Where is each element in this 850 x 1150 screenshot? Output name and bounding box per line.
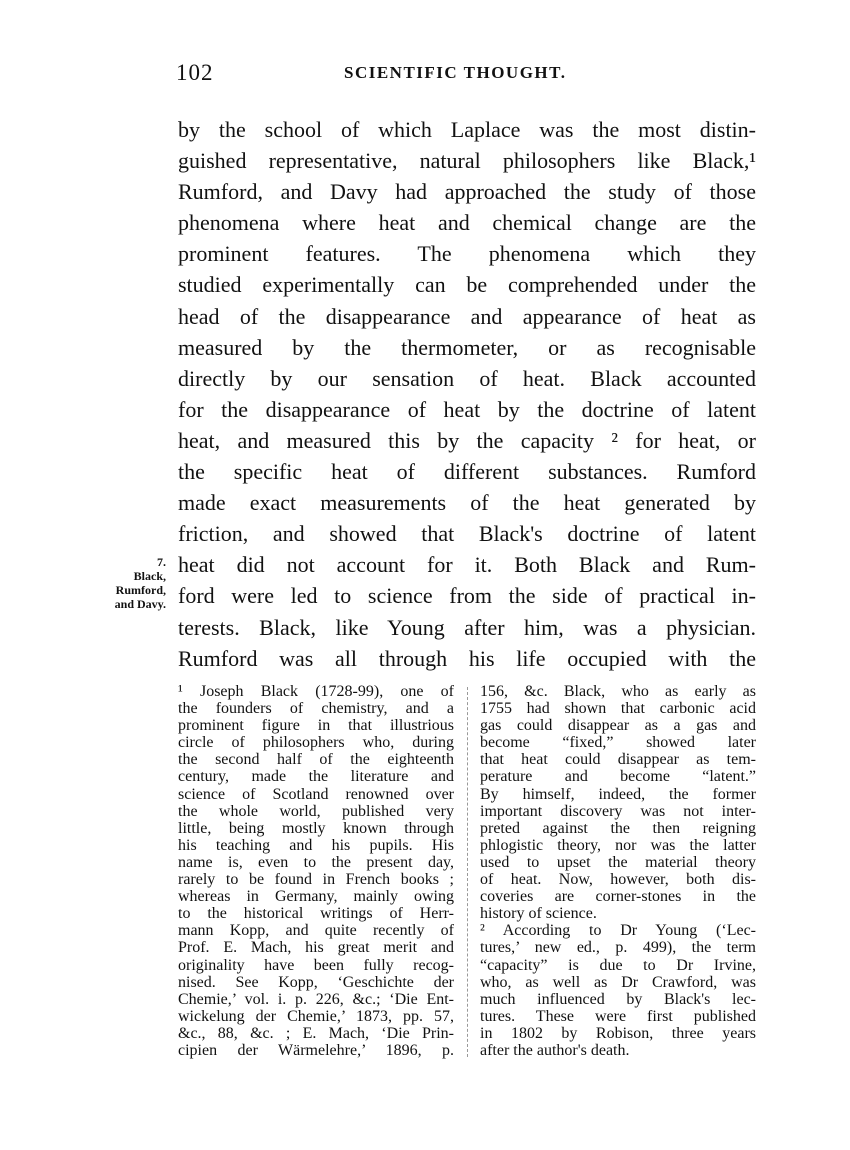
body-line: ford were led to science from the side of practical in- bbox=[178, 583, 756, 609]
footnote-line: preted against the then reigning bbox=[480, 819, 756, 837]
footnote-column-left bbox=[178, 683, 454, 1059]
page-header bbox=[176, 60, 756, 90]
footnote-line: little, being mostly known through bbox=[178, 819, 454, 837]
footnote-line: become “fixed,” showed later bbox=[480, 734, 756, 752]
body-line: directly by our sensation of heat. Black accounted bbox=[178, 365, 756, 391]
sidenote-line: Rumford, bbox=[115, 583, 166, 597]
body-line: by the school of which Laplace was the most distin- bbox=[178, 117, 756, 142]
footnote-line: perature and become “latent.” bbox=[480, 768, 756, 786]
footnote-line: prominent figure in that illustrious bbox=[178, 717, 454, 735]
body-line: the specific heat of different substances. Rumford bbox=[178, 459, 756, 485]
footnote-line: century, made the literature and bbox=[178, 768, 454, 786]
footnote-line: his teaching and his pupils. His bbox=[178, 836, 454, 854]
footnote-line: cipien der Wärmelehre,’ 1896, p. bbox=[178, 1041, 454, 1059]
footnote-line: Chemie,’ vol. i. p. 226, &c.; ‘Die Ent- bbox=[178, 990, 454, 1008]
footnote-line: the whole world, published very bbox=[178, 802, 454, 820]
body-line: head of the disappearance and appearance of heat as bbox=[178, 303, 756, 329]
footnote-line: 156, &c. Black, who as early as bbox=[480, 683, 756, 700]
sidenote-line: Black, bbox=[133, 569, 166, 583]
body-line: Rumford was all through his life occupied with the bbox=[178, 645, 756, 671]
footnote-line: circle of philosophers who, during bbox=[178, 734, 454, 752]
footnote-line: the second half of the eighteenth bbox=[178, 751, 454, 769]
body-line: heat did not account for it. Both Black and Rum- bbox=[178, 552, 756, 578]
footnote-line: tures,’ new ed., p. 499), the term bbox=[480, 939, 756, 957]
footnote-line: name is, even to the present day, bbox=[178, 853, 454, 871]
body-line: for the disappearance of heat by the doctrine of latent bbox=[178, 396, 756, 422]
footnote-line: 1755 had shown that carbonic acid bbox=[480, 700, 756, 718]
footnote-line: to the historical writings of Herr- bbox=[178, 905, 454, 923]
footnote-line: of heat. Now, however, both dis- bbox=[480, 871, 756, 889]
footnote-line: whereas in Germany, mainly owing bbox=[178, 888, 454, 906]
running-title: SCIENTIFIC THOUGHT. bbox=[344, 63, 567, 82]
footnote-line: important discovery was not inter- bbox=[480, 802, 756, 820]
sidenote-line: 7. bbox=[157, 555, 166, 569]
footnote-line: mann Kopp, and quite recently of bbox=[178, 922, 454, 940]
body-line: made exact measurements of the heat generated by bbox=[178, 490, 756, 516]
footnote-line: wickelung der Chemie,’ 1873, pp. 57, bbox=[178, 1007, 454, 1025]
body-line: Rumford, and Davy had approached the study of those bbox=[178, 179, 756, 205]
footnote-line: science of Scotland renowned over bbox=[178, 785, 454, 803]
page-number: 102 bbox=[176, 60, 214, 85]
footnote-line: By himself, indeed, the former bbox=[480, 785, 756, 803]
footnote-line: rarely to be found in French books ; bbox=[178, 871, 454, 889]
column-divider bbox=[467, 687, 468, 1057]
footnote-line: coveries are corner-stones in the bbox=[480, 888, 756, 906]
footnote-line: tures. These were first published bbox=[480, 1007, 756, 1025]
footnote-column-right bbox=[480, 683, 756, 1059]
footnote-line: the founders of chemistry, and a bbox=[178, 700, 454, 718]
body-line: terests. Black, like Young after him, was a physician. bbox=[178, 614, 756, 640]
footnote-line: much influenced by Black's lec- bbox=[480, 990, 756, 1008]
footnote-line: after the author's death. bbox=[480, 1041, 630, 1059]
body-text bbox=[178, 114, 756, 674]
body-line: prominent features. The phenomena which they bbox=[178, 241, 756, 267]
footnote-line: in 1802 by Robison, three years bbox=[480, 1024, 756, 1042]
body-line: heat, and measured this by the capacity ² for heat, or bbox=[178, 427, 756, 453]
body-line: measured by the thermometer, or as recognisable bbox=[178, 334, 756, 360]
footnote-line: Prof. E. Mach, his great merit and bbox=[178, 939, 454, 957]
footnote-line: that heat could disappear as tem- bbox=[480, 751, 756, 769]
body-line: studied experimentally can be comprehended under the bbox=[178, 272, 756, 298]
margin-sidenote bbox=[84, 555, 166, 611]
footnote-line: ² According to Dr Young (‘Lec- bbox=[480, 922, 756, 940]
footnote-line: nised. See Kopp, ‘Geschichte der bbox=[178, 973, 454, 991]
footnote-line: &c., 88, &c. ; E. Mach, ‘Die Prin- bbox=[178, 1024, 454, 1042]
footnote-line: gas could disappear as a gas and bbox=[480, 717, 756, 735]
body-line: phenomena where heat and chemical change are the bbox=[178, 210, 756, 236]
footnote-line: “capacity” is due to Dr Irvine, bbox=[480, 956, 756, 974]
footnote-line: phlogistic theory, nor was the latter bbox=[480, 836, 756, 854]
footnote-line: ¹ Joseph Black (1728-99), one of bbox=[178, 683, 454, 700]
sidenote-line: and Davy. bbox=[114, 597, 166, 611]
footnote-line: originality have been fully recog- bbox=[178, 956, 454, 974]
footnote-line: who, as well as Dr Crawford, was bbox=[480, 973, 756, 991]
footnote-line: used to upset the material theory bbox=[480, 853, 756, 871]
footnote-line: history of science. bbox=[480, 905, 597, 923]
body-line: guished representative, natural philosophers like Black,¹ bbox=[178, 148, 756, 174]
body-line: friction, and showed that Black's doctrine of latent bbox=[178, 521, 756, 547]
